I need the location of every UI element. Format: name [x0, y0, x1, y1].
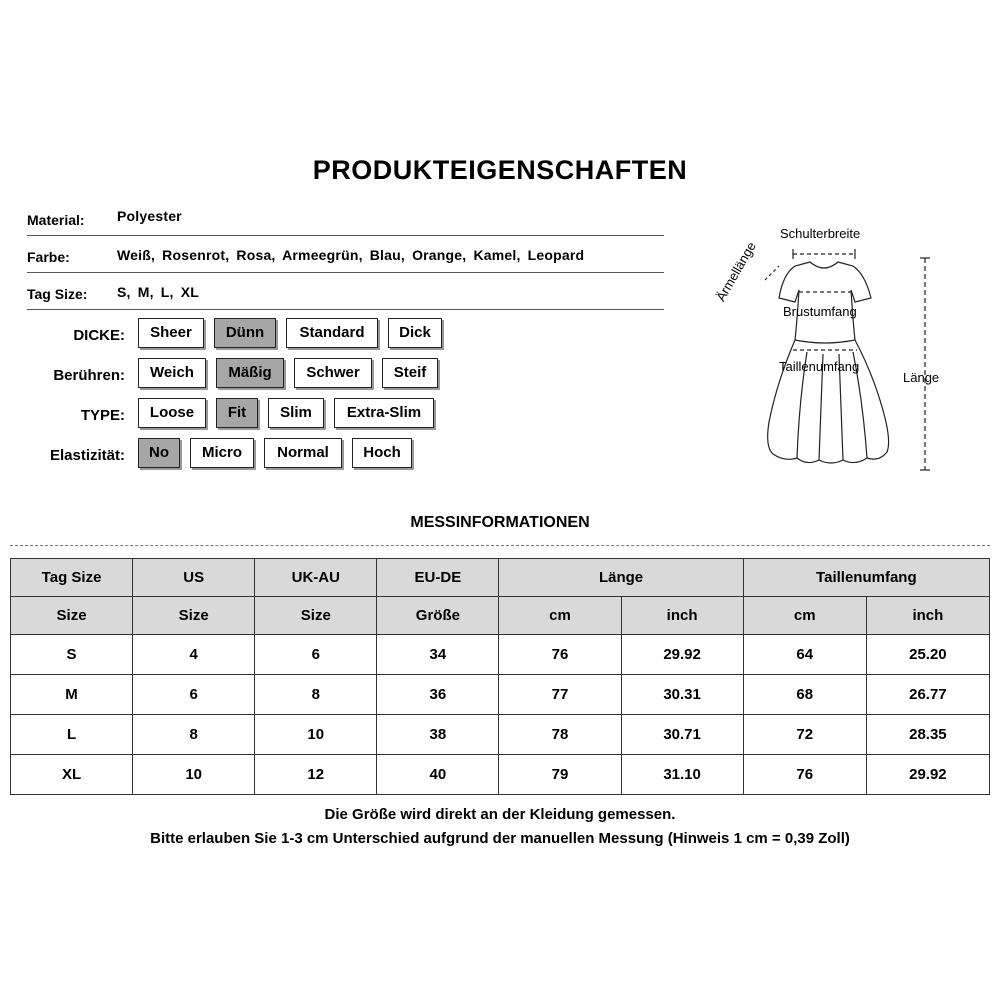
header-cell: cm — [499, 597, 621, 635]
attribute-label: TYPE: — [80, 407, 125, 424]
table-cell: 68 — [743, 675, 866, 715]
header-cell: US — [133, 559, 255, 597]
attribute-label: Elastizität: — [49, 447, 125, 464]
option-schwer[interactable]: Schwer — [294, 358, 372, 388]
table-cell: 8 — [133, 715, 255, 755]
table-cell: 79 — [499, 755, 621, 795]
header-cell: Taillenumfang — [743, 559, 989, 597]
property-list — [27, 200, 664, 310]
header-cell: Size — [133, 597, 255, 635]
option-maessig[interactable]: Mäßig — [216, 358, 284, 388]
table-cell: 10 — [133, 755, 255, 795]
property-label: Farbe: — [27, 249, 70, 265]
table-cell: 36 — [377, 675, 499, 715]
table-subheader-row — [11, 597, 990, 635]
table-cell: 38 — [377, 715, 499, 755]
table-cell: L — [11, 715, 133, 755]
table-cell: 29.92 — [621, 635, 743, 675]
option-steif[interactable]: Steif — [382, 358, 438, 388]
waist-label: Taillenumfang — [779, 359, 860, 374]
table-cell: 30.71 — [621, 715, 743, 755]
table-cell: S — [11, 635, 133, 675]
table-cell: 4 — [133, 635, 255, 675]
table-cell: M — [11, 675, 133, 715]
section-title: MESSINFORMATIONEN — [410, 514, 590, 531]
table-cell: 25.20 — [866, 635, 989, 675]
table-cell: 31.10 — [621, 755, 743, 795]
header-cell: inch — [621, 597, 743, 635]
property-value: Polyester — [117, 208, 182, 224]
dashed-divider — [10, 545, 990, 546]
table-row — [11, 755, 990, 795]
table-cell: 72 — [743, 715, 866, 755]
table-cell: 29.92 — [866, 755, 989, 795]
sleeve-length-label: Ärmellänge — [712, 239, 759, 304]
table-row — [11, 715, 990, 755]
option-extra-slim[interactable]: Extra-Slim — [334, 398, 434, 428]
table-cell: 26.77 — [866, 675, 989, 715]
option-duenn[interactable]: Dünn — [214, 318, 276, 348]
header-cell: Tag Size — [11, 559, 133, 597]
property-row-tag-size — [27, 273, 664, 310]
table-cell: 30.31 — [621, 675, 743, 715]
size-table — [10, 558, 990, 795]
table-cell: 6 — [133, 675, 255, 715]
property-label: Tag Size: — [27, 286, 88, 302]
note-tolerance: Bitte erlauben Sie 1-3 cm Unterschied aufgrund der manuellen Messung (Hinweis 1 cm = 0,39 Zoll) — [150, 830, 850, 847]
header-cell: Länge — [499, 559, 743, 597]
option-micro[interactable]: Micro — [190, 438, 254, 468]
table-row — [11, 635, 990, 675]
table-row — [11, 675, 990, 715]
table-cell: XL — [11, 755, 133, 795]
page-title: PRODUKTEIGENSCHAFTEN — [312, 155, 688, 185]
table-cell: 76 — [499, 635, 621, 675]
property-row-material — [27, 200, 664, 236]
attribute-label: Berühren: — [53, 367, 125, 384]
property-value: S, M, L, XL — [117, 284, 199, 300]
option-loose[interactable]: Loose — [138, 398, 206, 428]
option-normal[interactable]: Normal — [264, 438, 342, 468]
note-measurement: Die Größe wird direkt an der Kleidung gemessen. — [324, 806, 676, 823]
option-no[interactable]: No — [138, 438, 180, 468]
header-cell: inch — [866, 597, 989, 635]
option-sheer[interactable]: Sheer — [138, 318, 204, 348]
property-label: Material: — [27, 212, 85, 228]
header-cell: UK-AU — [255, 559, 377, 597]
table-cell: 8 — [255, 675, 377, 715]
table-cell: 40 — [377, 755, 499, 795]
option-weich[interactable]: Weich — [138, 358, 206, 388]
table-header-row — [11, 559, 990, 597]
table-cell: 77 — [499, 675, 621, 715]
bust-label: Brustumfang — [783, 304, 857, 319]
table-cell: 76 — [743, 755, 866, 795]
measurement-diagram — [712, 222, 955, 477]
header-cell: Size — [255, 597, 377, 635]
table-cell: 34 — [377, 635, 499, 675]
table-cell: 28.35 — [866, 715, 989, 755]
option-slim[interactable]: Slim — [268, 398, 324, 428]
shoulder-width-label: Schulterbreite — [780, 226, 861, 241]
table-cell: 64 — [743, 635, 866, 675]
option-standard[interactable]: Standard — [286, 318, 378, 348]
header-cell: EU-DE — [377, 559, 499, 597]
option-fit[interactable]: Fit — [216, 398, 258, 428]
header-cell: cm — [743, 597, 866, 635]
option-hoch[interactable]: Hoch — [352, 438, 412, 468]
length-label: Länge — [903, 370, 940, 385]
table-cell: 6 — [255, 635, 377, 675]
attribute-label: DICKE: — [73, 327, 125, 344]
option-dick[interactable]: Dick — [388, 318, 442, 348]
header-cell: Größe — [377, 597, 499, 635]
property-row-color — [27, 236, 664, 273]
table-cell: 12 — [255, 755, 377, 795]
table-cell: 78 — [499, 715, 621, 755]
property-value: Weiß, Rosenrot, Rosa, Armeegrün, Blau, Orange, Kamel, Leopard — [117, 247, 585, 263]
table-cell: 10 — [255, 715, 377, 755]
header-cell: Size — [11, 597, 133, 635]
